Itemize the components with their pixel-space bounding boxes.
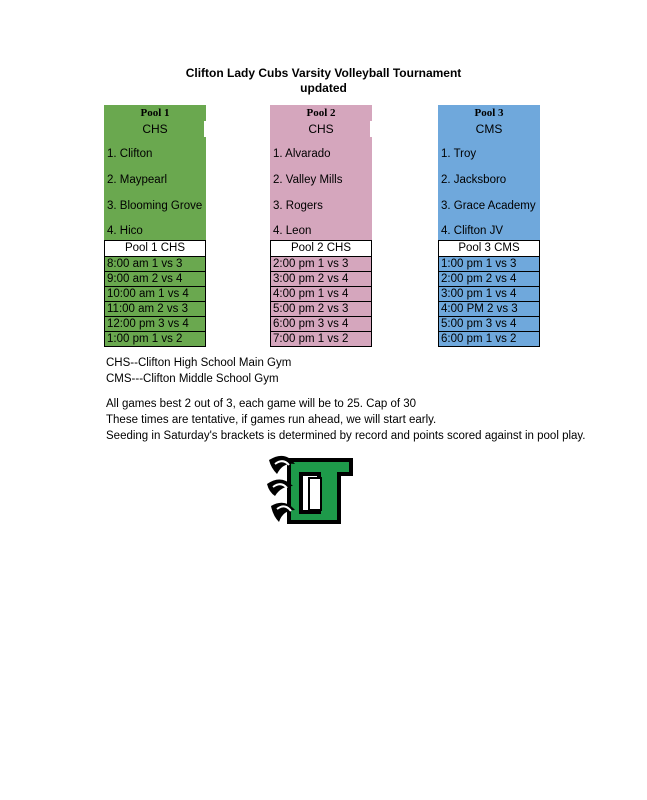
pool-2	[270, 105, 372, 347]
pool-1-team-3: 3. Blooming Grove	[107, 200, 203, 212]
pool-2-header	[270, 105, 372, 240]
pool-2-schedule-header: Pool 2 CHS	[271, 240, 371, 256]
pool-1-game-2: 9:00 am 2 vs 4	[105, 271, 205, 286]
pool-2-name: Pool 2	[306, 107, 336, 119]
pool-1-game-5: 12:00 pm 3 vs 4	[105, 316, 205, 331]
cub-claw-icon	[265, 450, 355, 530]
pool-1-game-6: 1:00 pm 1 vs 2	[105, 331, 205, 346]
pool-1-schedule-header: Pool 1 CHS	[105, 240, 205, 256]
pool-1-location: CHS	[142, 122, 168, 136]
pool-1	[104, 105, 206, 347]
pool-1-team-2: 2. Maypearl	[107, 174, 168, 186]
pool-3-game-6: 6:00 pm 1 vs 2	[439, 331, 539, 346]
note-format: All games best 2 out of 3, each game will be to 25. Cap of 30	[106, 398, 417, 410]
pool-3-schedule-header: Pool 3 CMS	[439, 240, 539, 256]
note-tentative: These times are tentative, if games run ahead, we will start early.	[106, 414, 437, 426]
pool-2-game-1: 2:00 pm 1 vs 3	[271, 256, 371, 271]
pool-1-team-1: 1. Clifton	[107, 148, 153, 160]
pool-3-game-5: 5:00 pm 3 vs 4	[439, 316, 539, 331]
pool-3-header	[438, 105, 540, 240]
pool-3	[438, 105, 540, 347]
pool-3-game-2: 2:00 pm 2 vs 4	[439, 271, 539, 286]
pool-2-location: CHS	[308, 122, 334, 136]
pool-3-name: Pool 3	[474, 107, 504, 119]
pool-2-team-4: 4. Leon	[273, 225, 312, 237]
tournament-notes	[106, 396, 586, 444]
pool-2-game-4: 5:00 pm 2 vs 3	[271, 301, 371, 316]
pool-1-name: Pool 1	[140, 107, 170, 119]
pool-2-game-6: 7:00 pm 1 vs 2	[271, 331, 371, 346]
page-title	[0, 66, 647, 96]
venue-legend	[106, 355, 291, 387]
pool-1-schedule	[104, 240, 206, 347]
pool-2-game-2: 3:00 pm 2 vs 4	[271, 271, 371, 286]
pool-2-team-3: 3. Rogers	[273, 200, 323, 212]
pool-3-team-4: 4. Clifton JV	[441, 225, 503, 237]
pool-1-game-4: 11:00 am 2 vs 3	[105, 301, 205, 316]
note-seeding: Seeding in Saturday's brackets is determined by record and points scored against in pool play.	[106, 430, 586, 442]
legend-chs: CHS--Clifton High School Main Gym	[106, 357, 292, 369]
pool-1-header	[104, 105, 206, 240]
legend-cms: CMS---Clifton Middle School Gym	[106, 373, 279, 385]
pool-2-game-5: 6:00 pm 3 vs 4	[271, 316, 371, 331]
pool-3-team-1: 1. Troy	[441, 148, 477, 160]
pool-3-location: CMS	[475, 122, 503, 136]
pool-2-game-3: 4:00 pm 1 vs 4	[271, 286, 371, 301]
pool-3-schedule	[438, 240, 540, 347]
title-line-2: updated	[300, 81, 347, 95]
pool-3-team-3: 3. Grace Academy	[441, 200, 536, 212]
pool-1-game-1: 8:00 am 1 vs 3	[105, 256, 205, 271]
clifton-cubs-logo	[265, 450, 355, 530]
pool-2-team-1: 1. Alvarado	[273, 148, 331, 160]
pool-3-game-4: 4:00 PM 2 vs 3	[439, 301, 539, 316]
pool-1-team-4: 4. Hico	[107, 225, 143, 237]
pool-3-game-3: 3:00 pm 1 vs 4	[439, 286, 539, 301]
pool-1-game-3: 10:00 am 1 vs 4	[105, 286, 205, 301]
pool-3-team-2: 2. Jacksboro	[441, 174, 507, 186]
title-line-1: Clifton Lady Cubs Varsity Volleyball Tournament	[185, 66, 462, 80]
pool-2-team-2: 2. Valley Mills	[273, 174, 343, 186]
pool-2-schedule	[270, 240, 372, 347]
pool-3-game-1: 1:00 pm 1 vs 3	[439, 256, 539, 271]
